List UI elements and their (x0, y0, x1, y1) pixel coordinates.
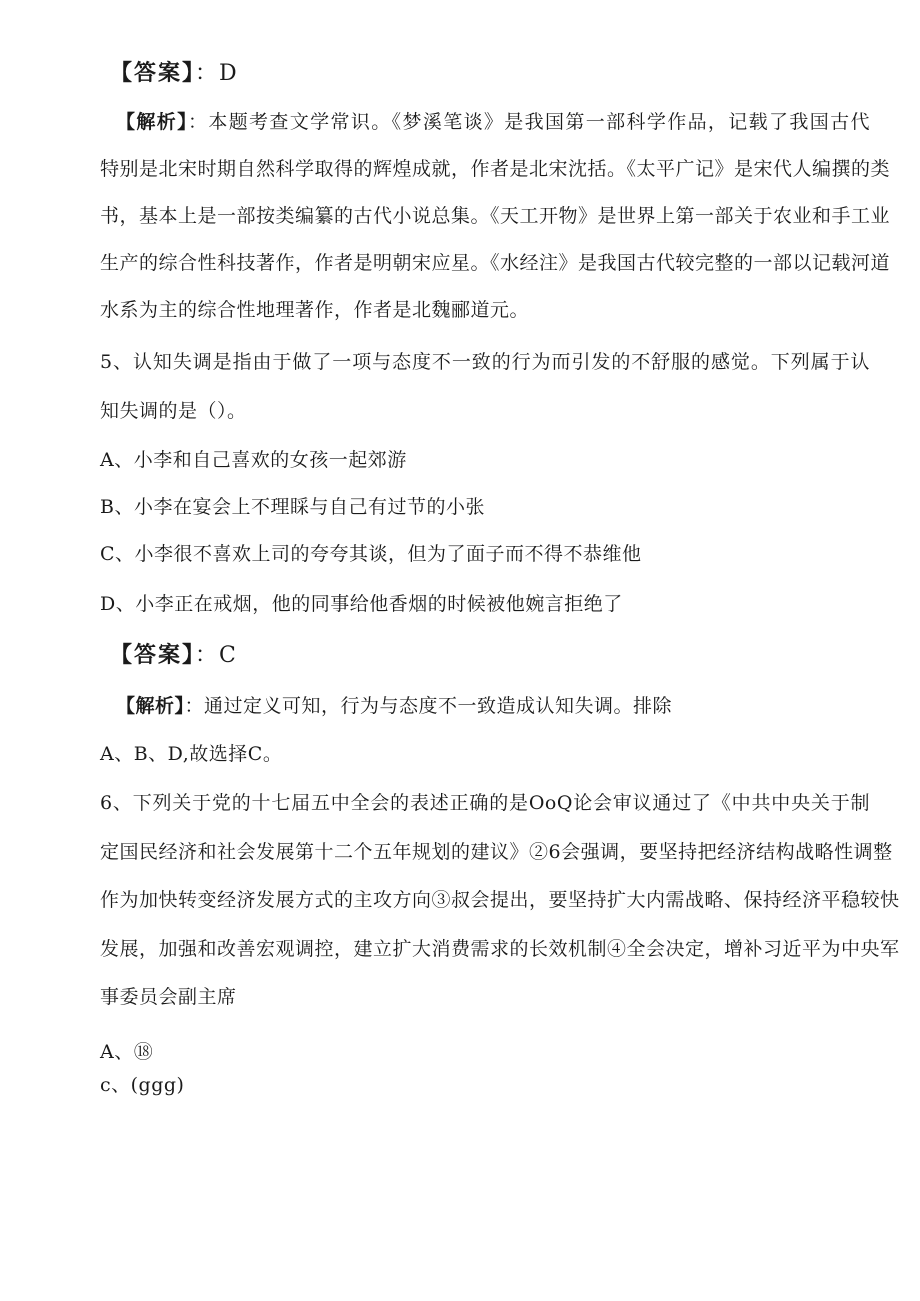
q5-option-c: C、小李很不喜欢上司的夸夸其谈，但为了面子而不得不恭维他 (100, 543, 642, 565)
q5-option-a: A、小李和自己喜欢的女孩一起郊游 (100, 449, 407, 471)
q5-option-d: D、小李正在戒烟，他的同事给他香烟的时候被他婉言拒绝了 (100, 593, 623, 615)
q4-analysis-label: 【解析】 (116, 111, 188, 133)
q4-answer (110, 62, 239, 86)
q6-option-c: c、(ggg) (100, 1074, 185, 1096)
q4-answer-label: 【答案】 (110, 61, 196, 86)
q5-stem-line-1: 5、认知失调是指由于做了一项与态度不一致的行为而引发的不舒服的感觉。下列属于认 (100, 351, 870, 373)
q5-analysis-label: 【解析】 (116, 695, 185, 717)
q4-analysis-line-4: 生产的综合性科技著作，作者是明朝宋应星。《水经注》是我国古代较完整的一部以记载河道 (100, 252, 891, 274)
q4-analysis-line-5: 水系为主的综合性地理著作，作者是北魏郦道元。 (100, 299, 530, 321)
q6-stem-line-4: 发展，加强和改善宏观调控，建立扩大消费需求的长效机制④全会决定，增补习近平为中央军 (100, 938, 900, 960)
q4-analysis-line-2: 特别是北宋时期自然科学取得的辉煌成就，作者是北宋沈括。《太平广记》是宋代人编撰的类 (100, 158, 891, 180)
q5-option-b: B、小李在宴会上不理睬与自己有过节的小张 (100, 496, 485, 518)
q6-stem-line-5: 事委员会副主席 (100, 986, 237, 1008)
q4-analysis-line-1 (116, 110, 870, 134)
q6-stem-line-3: 作为加快转变经济发展方式的主攻方向③叔会提出，要坚持扩大内需战略、保持经济平稳较快 (100, 889, 900, 911)
q5-answer-label: 【答案】 (110, 643, 196, 668)
q5-analysis-line-2: A、B、D,故选择C。 (100, 743, 283, 765)
q6-stem-line-2: 定国民经济和社会发展第十二个五年规划的建议》②6会强调，要坚持把经济结构战略性调整 (100, 841, 893, 863)
q5-answer-value: ：C (195, 643, 238, 668)
q5-answer (110, 644, 238, 668)
q4-analysis-text-1: ：本题考查文学常识。《梦溪笔谈》是我国第一部科学作品，记载了我国古代 (187, 111, 870, 133)
q4-analysis-line-3: 书，基本上是一部按类编纂的古代小说总集。《天工开物》是世界上第一部关于农业和手工业 (100, 205, 891, 227)
q5-analysis-line-1 (116, 694, 672, 718)
q5-stem-line-2: 知失调的是（）。 (100, 400, 247, 422)
q5-analysis-text-1: ：通过定义可知，行为与态度不一致造成认知失调。排除 (184, 695, 673, 717)
q6-option-a: A、⑱ (100, 1041, 154, 1063)
q4-answer-value: ：D (195, 61, 239, 86)
q6-stem-line-1: 6、下列关于党的十七届五中全会的表述正确的是OoQ论会审议通过了《中共中央关于制 (100, 792, 870, 814)
